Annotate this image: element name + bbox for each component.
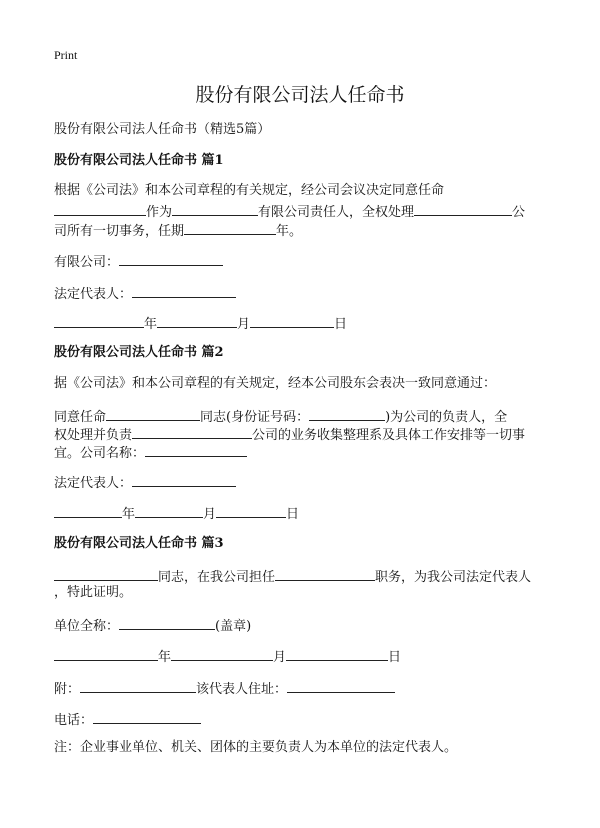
section-2-rep-line [54,472,236,493]
text: 有限公司责任人，全权处理 [258,205,415,220]
blank-appointee [106,406,200,421]
text: 公司的业务收集整理系及具体工作安排等一切事 [252,428,526,443]
blank-phone [93,709,201,724]
section-3-heading: 股份有限公司法人任命书 篇3 [54,536,224,551]
text: 电话： [54,713,94,728]
section-1-date-line [54,313,347,334]
section-1-company-line [54,251,223,272]
text: 附： [54,682,81,697]
section-1-para-line-3 [54,220,302,241]
section-3-note: 注：企业事业单位、机关、团体的主要负责人为本单位的法定代表人。 [54,740,458,755]
section-2-para-line-3 [54,442,247,463]
blank-day [216,503,286,518]
text: 公 [512,205,526,220]
blank-rep [132,472,236,487]
blank-company-name [145,442,247,457]
blank-attach [80,678,196,693]
section-2-heading: 股份有限公司法人任命书 篇2 [54,345,224,360]
section-1-rep-line [54,283,236,304]
text: 宜。公司名称： [54,446,146,461]
text: 权处理并负责 [54,428,133,443]
text: 年 [122,507,136,522]
blank-position [275,566,375,581]
document-title: 股份有限公司法人任命书 [195,84,405,106]
text: 同志，在我公司担任 [158,570,276,585]
blank-unit-name [119,615,215,630]
text: 法定代表人： [54,476,133,491]
text: 司所有一切事务，任期 [54,224,185,239]
section-1-para-line-1 [54,182,444,200]
blank-company [172,201,258,216]
section-3-para-line-2: ，特此证明。 [54,585,133,600]
blank-month [157,313,237,328]
blank-day [286,646,388,661]
blank-scope [414,201,512,216]
blank-month [171,646,273,661]
blank-rep [132,283,236,298]
text: 日 [286,507,300,522]
blank-term [184,220,276,235]
blank-day [250,313,334,328]
section-2-date-line [54,503,299,524]
print-link[interactable]: Print [54,48,78,62]
blank-company [132,424,252,439]
blank-year [54,646,158,661]
blank-appointee [54,566,158,581]
text: 单位全称： [54,619,120,634]
text: 职务，为我公司法定代表人 [375,570,532,585]
text: 月 [273,650,287,665]
text: 根据《公司法》和本公司章程的有关规定，经公司会议决定同意任命 [54,183,445,198]
blank-address [287,678,395,693]
text: )为公司的负责人，全 [385,410,508,425]
text: 同意任命 [54,410,107,425]
blank-month [135,503,203,518]
text: 日 [334,317,348,332]
text: 有限公司： [54,255,120,270]
blank-company-name [119,251,223,266]
text: 年。 [276,224,303,239]
subtitle: 股份有限公司法人任命书（精选5篇） [54,122,271,137]
text: 法定代表人： [54,287,133,302]
section-3-attach-line [54,678,395,699]
blank-year [54,503,122,518]
text: 该代表人住址： [196,682,288,697]
blank-appointee [54,201,146,216]
blank-id-number [309,406,385,421]
section-1-heading: 股份有限公司法人任命书 篇1 [54,153,224,168]
section-1-para-line-2 [54,201,525,222]
text: 同志(身份证号码： [200,410,310,425]
section-3-unit-line [54,615,251,636]
text: 作为 [146,205,173,220]
blank-year [54,313,144,328]
section-2-para-1: 据《公司法》和本公司章程的有关规定，经本公司股东会表决一致同意通过： [54,376,497,391]
text: 月 [237,317,251,332]
text: 年 [144,317,158,332]
text: 日 [388,650,402,665]
section-3-phone-line [54,709,201,730]
text: (盖章) [215,619,252,634]
text: 月 [203,507,217,522]
section-3-date-line [54,646,401,667]
text: 年 [158,650,172,665]
